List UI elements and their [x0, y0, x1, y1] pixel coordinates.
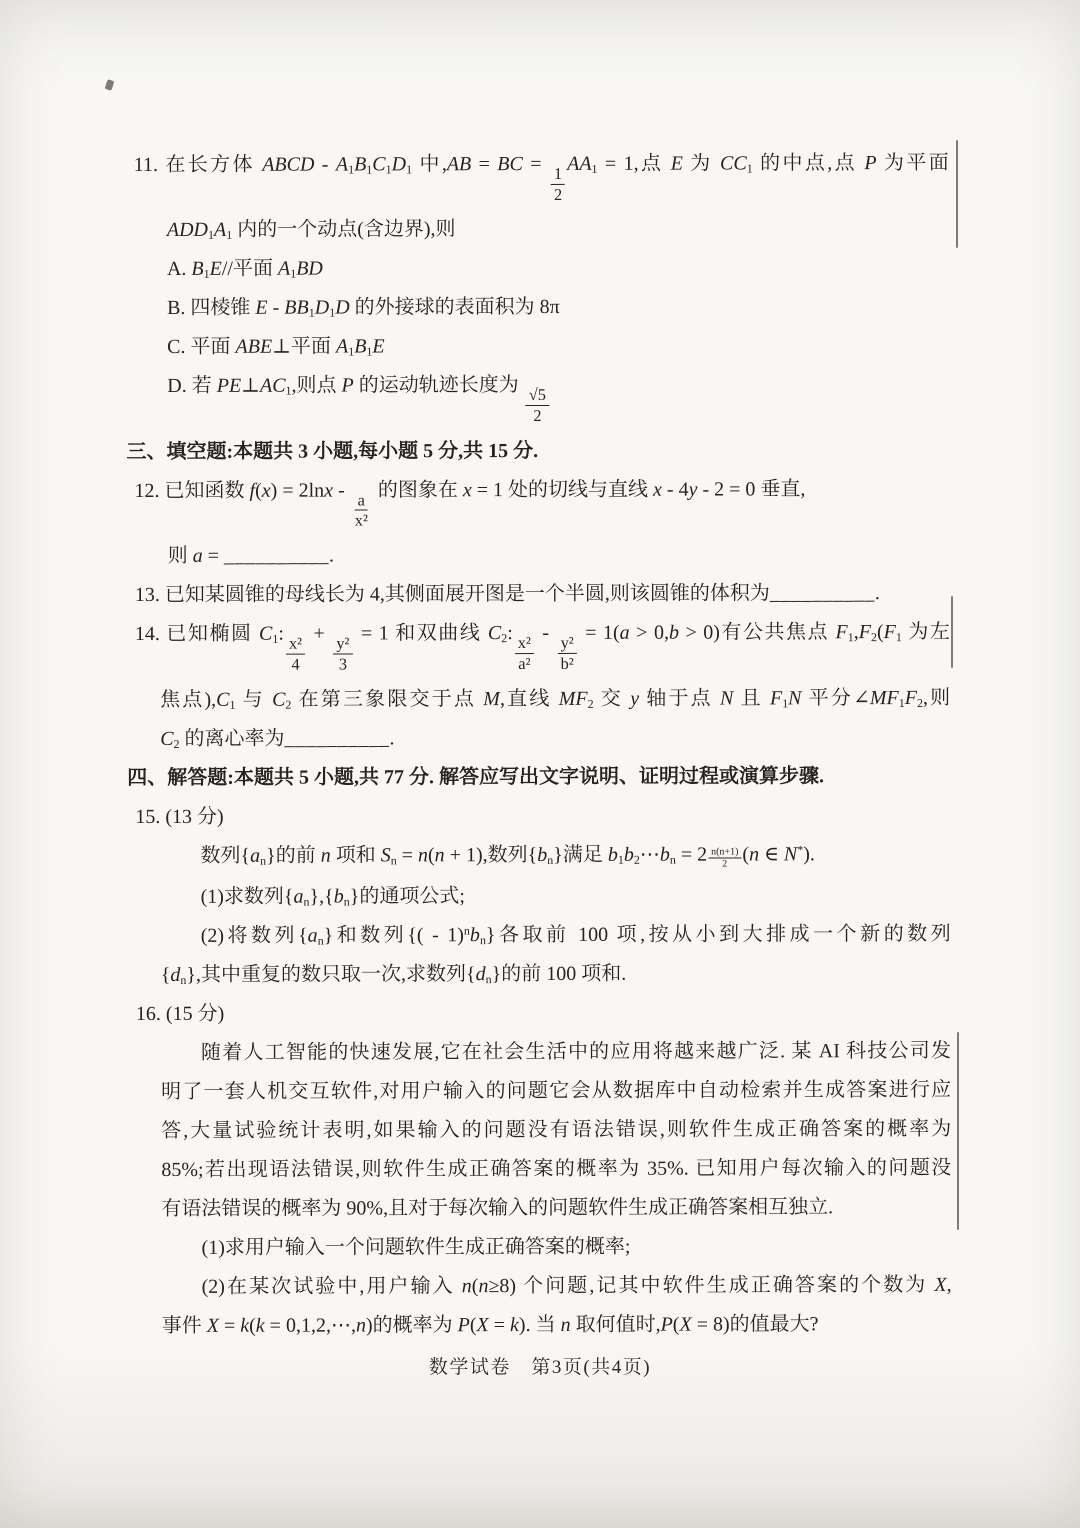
section-4-heading: 四、解答题:本题共 5 小题,共 77 分. 解答应写出文字说明、证明过程或演算步骤. [127, 764, 824, 789]
question-11-stem-line-2: $ADD_1A_1$ 内的一个动点(含边界),则 [166, 218, 456, 243]
question-16-stem-line-3: 答,大量试验统计表明,如果输入的问题没有语法错误,则软件生成正确答案的概率为 [161, 1117, 952, 1142]
question-14-line-1: 14. 已知椭圆 $C_1$: $\frac{\text{x²}}{4}$ + $\frac{\text{y²}}{3}$ = 1 和双曲线 $C_2$: $\frac{\text{x²}}{\text{a²}}$ - $\frac{\text{y²}}{\text{b²}}$ = 1(a > 0,b > 0)有公共焦点 $F_1,F_2(F_1$ 为左 [134, 621, 950, 674]
question-11-option-b: B. 四棱锥 E - $BB_1D_1D$ 的外接球的表面积为 8π [167, 296, 560, 320]
question-16-stem-line-1: 随着人工智能的快速发展,它在社会生活中的应用将越来越广泛. 某 AI 科技公司发 [200, 1039, 952, 1064]
question-16-stem-line-4: 85%;若出现语法错误,则软件生成正确答案的概率为 35%. 已知用户每次输入的问题没 [161, 1156, 952, 1181]
question-11-option-d: D. 若 $PE\perp AC_1$,则点 P 的运动轨迹长度为 $\frac{√5}{2}$ [167, 370, 949, 426]
question-16-stem-line-5: 有语法错误的概率为 90%,且对于每次输入的问题软件生成正确答案相互独立. [161, 1195, 834, 1220]
question-16-part-2-line-2: 事件 X = k(k = 0,1,2,⋯,n)的概率为 P(X = k). 当 n 取何值时,P(X = 8)的值最大? [161, 1312, 819, 1337]
question-15-stem: 数列$\{a_n\}$的前 n 项和 $S_n = n(n + 1)$,数列$\{b_n\}$满足 $b_1b_2\cdots b_n = 2$ $\frac{n(n+1)}{2}$ (n ∈ N*). [200, 842, 815, 870]
footer-text: 数学试卷 第3页(共4页) [428, 1357, 652, 1378]
question-11-stem-line-1: 11. 在长方体 ABCD - $A_1B_1C_1D_1$ 中,AB = BC = $\frac{1}{2}$ $AA_1 = 1$,点 E 为 $CC_1$ 的中点,点 P 为平面 [133, 151, 949, 204]
question-16-stem-line-2: 明了一套人机交互软件,对用户输入的问题它会从数据库中自动检索并生成答案进行应 [161, 1078, 952, 1103]
question-16-part-1: (1)求用户输入一个问题软件生成正确答案的概率; [201, 1235, 631, 1259]
question-12-line-2: 则 a = __________. [167, 544, 335, 568]
question-15-heading: 15. (13 分) [135, 805, 224, 828]
question-12-line-1: 12. 已知函数 f(x) = 2lnx - $\frac{a}{\text{x²}}$ 的图象在 x = 1 处的切线与直线 x - 4y - 2 = 0 垂直, [134, 478, 806, 530]
question-13: 13. 已知某圆锥的母线长为 4,其侧面展开图是一个半圆,则该圆锥的体积为__________. [134, 582, 880, 607]
question-11-option-c: C. 平面 ABE⊥平面 $A_1B_1E$ [167, 335, 385, 359]
question-15-part-2-line-2: $\{d_n\}$,其中重复的数只取一次,求数列$\{d_n\}$的前 100 项和. [160, 962, 627, 987]
question-14-line-2: 焦点)$,C_1$ 与 $C_2$ 在第三象限交于点 M,直线 $MF_2$ 交 y 轴于点 N 且 $F_1N$ 平分$\angle MF_1F_2$,则 [160, 686, 951, 712]
section-3-heading: 三、填空题:本题共 3 小题,每小题 5 分,共 15 分. [126, 439, 539, 463]
page-footer [0, 1352, 1080, 1379]
question-11-option-a: A. $B_1E//$平面 $A_1BD$ [166, 257, 323, 282]
question-14-line-3: $C_2$ 的离心率为__________. [160, 726, 395, 751]
question-15-part-1: (1)求数列$\{a_n\},\{b_n\}$的通项公式; [200, 884, 465, 909]
question-16-heading: 16. (15 分) [135, 1002, 225, 1025]
question-16-part-2-line-1: (2)在某次试验中,用户输入 n(n≥8) 个问题,记其中软件生成正确答案的个数为 X, [201, 1273, 952, 1298]
question-15-part-2-line-1: (2)将数列$\{a_n\}$和数列{( - $1)^nb_n$}各取前 100 项,按从小到大排成一个新的数列 [200, 922, 951, 948]
